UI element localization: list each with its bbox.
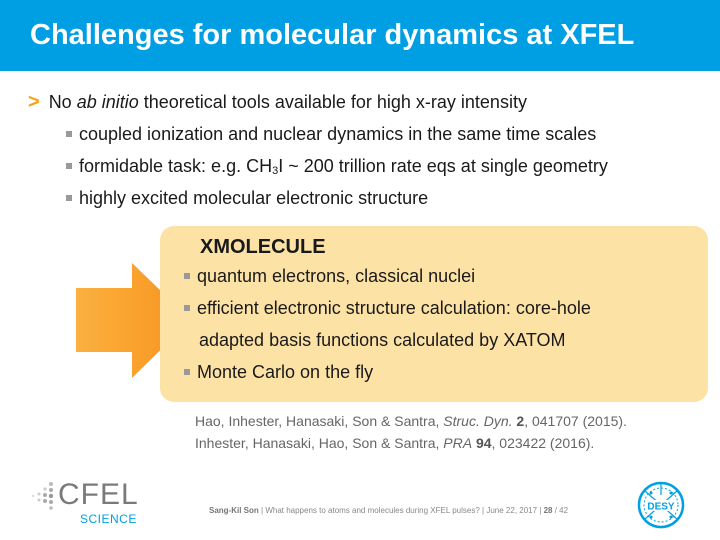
main-bullet <box>28 91 527 114</box>
footer-date: June 22, 2017 <box>486 506 538 515</box>
sub-bullet-item: highly excited molecular electronic structure <box>66 188 608 220</box>
xmolecule-item: efficient electronic structure calculation: core-hole <box>184 298 591 330</box>
bullet-arrow-icon: > <box>28 91 40 113</box>
desy-logo <box>637 481 685 529</box>
square-bullet-icon <box>66 163 72 169</box>
sub-bullet-item: coupled ionization and nuclear dynamics in the same time scales <box>66 124 608 156</box>
cfel-logo-subtext: SCIENCE <box>80 512 137 526</box>
slide-title-bar <box>0 0 720 71</box>
sub-bullet-list <box>66 124 608 220</box>
xmolecule-box <box>160 226 708 402</box>
xmolecule-list <box>184 266 591 394</box>
sub-bullet-item: formidable task: e.g. $CH_3I$ ~ 200 trillion rate eqs at single geometry <box>66 156 608 188</box>
square-bullet-icon <box>66 195 72 201</box>
xmolecule-item: quantum electrons, classical nuclei <box>184 266 591 298</box>
xmolecule-item-continuation: adapted basis functions calculated by XATOM <box>199 330 566 350</box>
footer-page-number: 28 <box>543 506 553 515</box>
reference-item: Inhester, Hanasaki, Hao, Son & Santra, PRA 94, 023422 (2016). <box>195 435 595 451</box>
square-bullet-icon <box>184 305 190 311</box>
square-bullet-icon <box>66 131 72 137</box>
slide-title: Challenges for molecular dynamics at XFEL <box>30 19 635 51</box>
xmolecule-title: XMOLECULE <box>200 236 326 258</box>
square-bullet-icon <box>184 273 190 279</box>
desy-logo-text: DESY <box>647 501 675 513</box>
cfel-logo-text: CFEL <box>58 478 139 511</box>
footer-page-total: / 42 <box>552 506 569 515</box>
main-bullet-text: No ab initio theoretical tools available for high x-ray intensity <box>48 92 527 112</box>
cfel-dots-icon <box>30 480 60 510</box>
footer-author: Sang-Kil Son <box>209 506 259 515</box>
cfel-logo <box>30 478 140 528</box>
reference-item: Hao, Inhester, Hanasaki, Son & Santra, Struc. Dyn. 2, 041707 (2015). <box>195 413 627 429</box>
square-bullet-icon <box>184 369 190 375</box>
footer-talk-title: What happens to atoms and molecules during XFEL pulses? <box>265 506 480 515</box>
slide-footer: Sang-Kil Son | What happens to atoms and molecules during XFEL pulses? | June 22, 2017 | 28 / 42 <box>209 506 569 515</box>
xmolecule-item: Monte Carlo on the fly <box>184 362 591 394</box>
references <box>195 410 627 454</box>
